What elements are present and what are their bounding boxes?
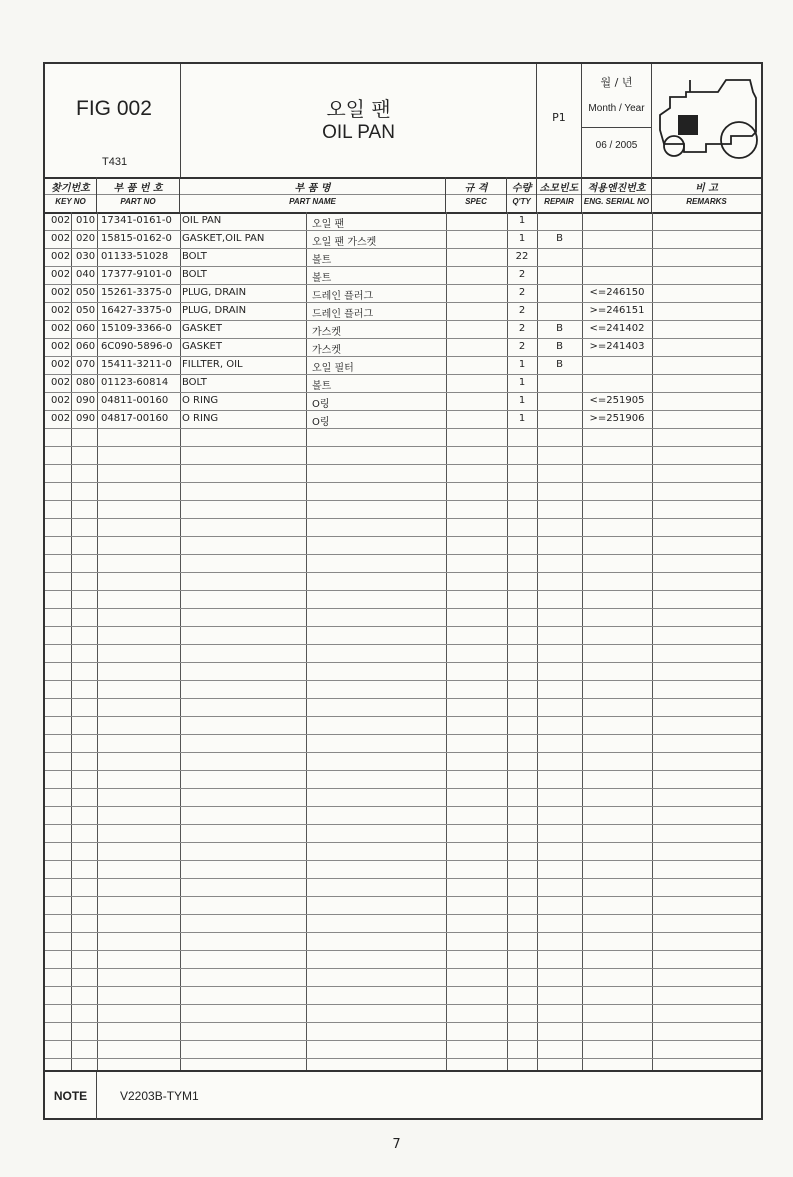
cell-name: O RING bbox=[182, 395, 219, 406]
cell-ser: >=246151 bbox=[589, 305, 645, 316]
cell-k1: 002 bbox=[51, 251, 71, 262]
cell-k2: 030 bbox=[76, 251, 96, 262]
cell-k1: 002 bbox=[51, 323, 71, 334]
cell-qty: 1 bbox=[518, 377, 526, 388]
cell-part: 04811-00160 bbox=[101, 395, 169, 406]
cell-ser: >=241403 bbox=[589, 341, 645, 352]
cell-k2: 050 bbox=[76, 287, 96, 298]
cell-k1: 002 bbox=[51, 359, 71, 370]
col-key-no: 찾기번호 KEY NO bbox=[45, 177, 97, 212]
cell-part: 04817-00160 bbox=[101, 413, 169, 424]
parts-list-sheet bbox=[43, 62, 763, 1120]
table-row bbox=[45, 320, 761, 338]
cell-k1: 002 bbox=[51, 215, 71, 226]
cell-k1: 002 bbox=[51, 341, 71, 352]
cell-qty: 2 bbox=[518, 305, 526, 316]
parts-table bbox=[45, 212, 761, 1070]
cell-qty: 1 bbox=[518, 359, 526, 370]
column-headings bbox=[45, 177, 761, 214]
figure-number: FIG 002 bbox=[76, 97, 152, 120]
cell-part: 15261-3375-0 bbox=[101, 287, 172, 298]
cell-k2: 050 bbox=[76, 305, 96, 316]
col-engine-serial: 적용엔진번호 ENG. SERIAL NO bbox=[582, 177, 652, 212]
cell-ko: 오일 팬 bbox=[312, 219, 345, 230]
note-bar bbox=[45, 1070, 761, 1120]
note-label: NOTE bbox=[45, 1072, 97, 1120]
cell-k1: 002 bbox=[51, 269, 71, 280]
col-repair: 소모빈도 REPAIR bbox=[537, 177, 582, 212]
cell-ko: 볼트 bbox=[312, 255, 332, 266]
title-cell bbox=[181, 64, 537, 177]
table-row bbox=[45, 392, 761, 410]
cell-ko: 가스켓 bbox=[312, 327, 341, 338]
cell-k2: 080 bbox=[76, 377, 96, 388]
table-row bbox=[45, 284, 761, 302]
cell-name: FILLTER, OIL bbox=[182, 359, 243, 370]
cell-name: OIL PAN bbox=[182, 215, 222, 226]
cell-name: GASKET bbox=[182, 341, 222, 352]
table-row bbox=[45, 356, 761, 374]
cell-ko: 볼트 bbox=[312, 273, 332, 284]
cell-ser: <=246150 bbox=[589, 287, 645, 298]
cell-part: 6C090-5896-0 bbox=[101, 341, 173, 352]
figure-cell bbox=[45, 64, 181, 177]
cell-part: 17341-0161-0 bbox=[101, 215, 172, 226]
sheet-header bbox=[45, 64, 761, 179]
table-row bbox=[45, 212, 761, 230]
month-year-english: Month / Year bbox=[588, 103, 645, 114]
cell-qty: 2 bbox=[518, 323, 526, 334]
cell-ko: 가스켓 bbox=[312, 345, 341, 356]
issue-date: 06 / 2005 bbox=[595, 140, 638, 151]
table-row bbox=[45, 302, 761, 320]
cell-rep: B bbox=[556, 359, 563, 370]
cell-ko: 볼트 bbox=[312, 381, 332, 392]
cell-k1: 002 bbox=[51, 413, 71, 424]
cell-k1: 002 bbox=[51, 305, 71, 316]
cell-rep: B bbox=[556, 341, 563, 352]
col-remarks: 비 고 REMARKS bbox=[686, 183, 727, 206]
cell-ser: <=251905 bbox=[589, 395, 645, 406]
cell-k2: 040 bbox=[76, 269, 96, 280]
cell-qty: 1 bbox=[518, 215, 526, 226]
cell-name: PLUG, DRAIN bbox=[182, 287, 247, 298]
cell-qty: 2 bbox=[518, 341, 526, 352]
cell-part: 15411-3211-0 bbox=[101, 359, 172, 370]
cell-qty: 2 bbox=[518, 287, 526, 298]
cell-k2: 020 bbox=[76, 233, 96, 244]
table-row bbox=[45, 248, 761, 266]
cell-part: 17377-9101-0 bbox=[101, 269, 172, 280]
cell-name: BOLT bbox=[182, 269, 207, 280]
cell-part: 01123-60814 bbox=[101, 377, 169, 388]
cell-name: GASKET,OIL PAN bbox=[182, 233, 265, 244]
col-part-name: 부 품 명 PART NAME bbox=[180, 177, 446, 212]
cell-k2: 060 bbox=[76, 341, 96, 352]
col-spec: 규 격 SPEC bbox=[446, 177, 507, 212]
table-row bbox=[45, 410, 761, 428]
cell-qty: 22 bbox=[515, 251, 529, 262]
cell-ko: 드레인 플러그 bbox=[312, 309, 374, 320]
title-english: OIL PAN bbox=[322, 122, 395, 143]
cell-name: O RING bbox=[182, 413, 219, 424]
model-code: T431 bbox=[102, 156, 128, 168]
col-qty: 수량 Q'TY bbox=[507, 177, 537, 212]
cell-qty: 2 bbox=[518, 269, 526, 280]
month-year-korean: 월 / 년 bbox=[600, 76, 633, 89]
cell-name: BOLT bbox=[182, 251, 207, 262]
month-year-cell bbox=[582, 64, 652, 177]
cell-ko: 드레인 플러그 bbox=[312, 291, 374, 302]
page-code: P1 bbox=[552, 111, 566, 124]
table-row bbox=[45, 230, 761, 248]
cell-k2: 070 bbox=[76, 359, 96, 370]
cell-rep: B bbox=[556, 323, 563, 334]
table-row bbox=[45, 266, 761, 284]
cell-qty: 1 bbox=[518, 413, 526, 424]
cell-rep: B bbox=[556, 233, 563, 244]
cell-ser: <=241402 bbox=[589, 323, 645, 334]
cell-ko: 오일 필터 bbox=[312, 363, 354, 374]
cell-k2: 060 bbox=[76, 323, 96, 334]
cell-k1: 002 bbox=[51, 287, 71, 298]
page-cell bbox=[537, 64, 582, 177]
cell-k2: 090 bbox=[76, 413, 96, 424]
cell-part: 15815-0162-0 bbox=[101, 233, 172, 244]
cell-name: GASKET bbox=[182, 323, 222, 334]
cell-k1: 002 bbox=[51, 233, 71, 244]
tractor-icon bbox=[656, 70, 760, 170]
cell-ko: 오일 팬 가스켓 bbox=[312, 237, 377, 248]
cell-ser: >=251906 bbox=[589, 413, 645, 424]
cell-part: 15109-3366-0 bbox=[101, 323, 172, 334]
cell-ko: O링 bbox=[312, 399, 330, 410]
cell-name: BOLT bbox=[182, 377, 207, 388]
table-row bbox=[45, 338, 761, 356]
cell-ko: O링 bbox=[312, 417, 330, 428]
cell-qty: 1 bbox=[518, 395, 526, 406]
cell-name: PLUG, DRAIN bbox=[182, 305, 247, 316]
page-number: 7 bbox=[392, 1137, 401, 1152]
cell-part: 16427-3375-0 bbox=[101, 305, 172, 316]
table-row bbox=[45, 374, 761, 392]
col-part-no: 부 품 번 호 PART NO bbox=[97, 177, 180, 212]
cell-part: 01133-51028 bbox=[101, 251, 169, 262]
title-korean: 오일 팬 bbox=[326, 97, 391, 121]
cell-qty: 1 bbox=[518, 233, 526, 244]
cell-k1: 002 bbox=[51, 395, 71, 406]
cell-k2: 010 bbox=[76, 215, 96, 226]
cell-k2: 090 bbox=[76, 395, 96, 406]
cell-k1: 002 bbox=[51, 377, 71, 388]
note-text: V2203B-TYM1 bbox=[120, 1089, 199, 1103]
